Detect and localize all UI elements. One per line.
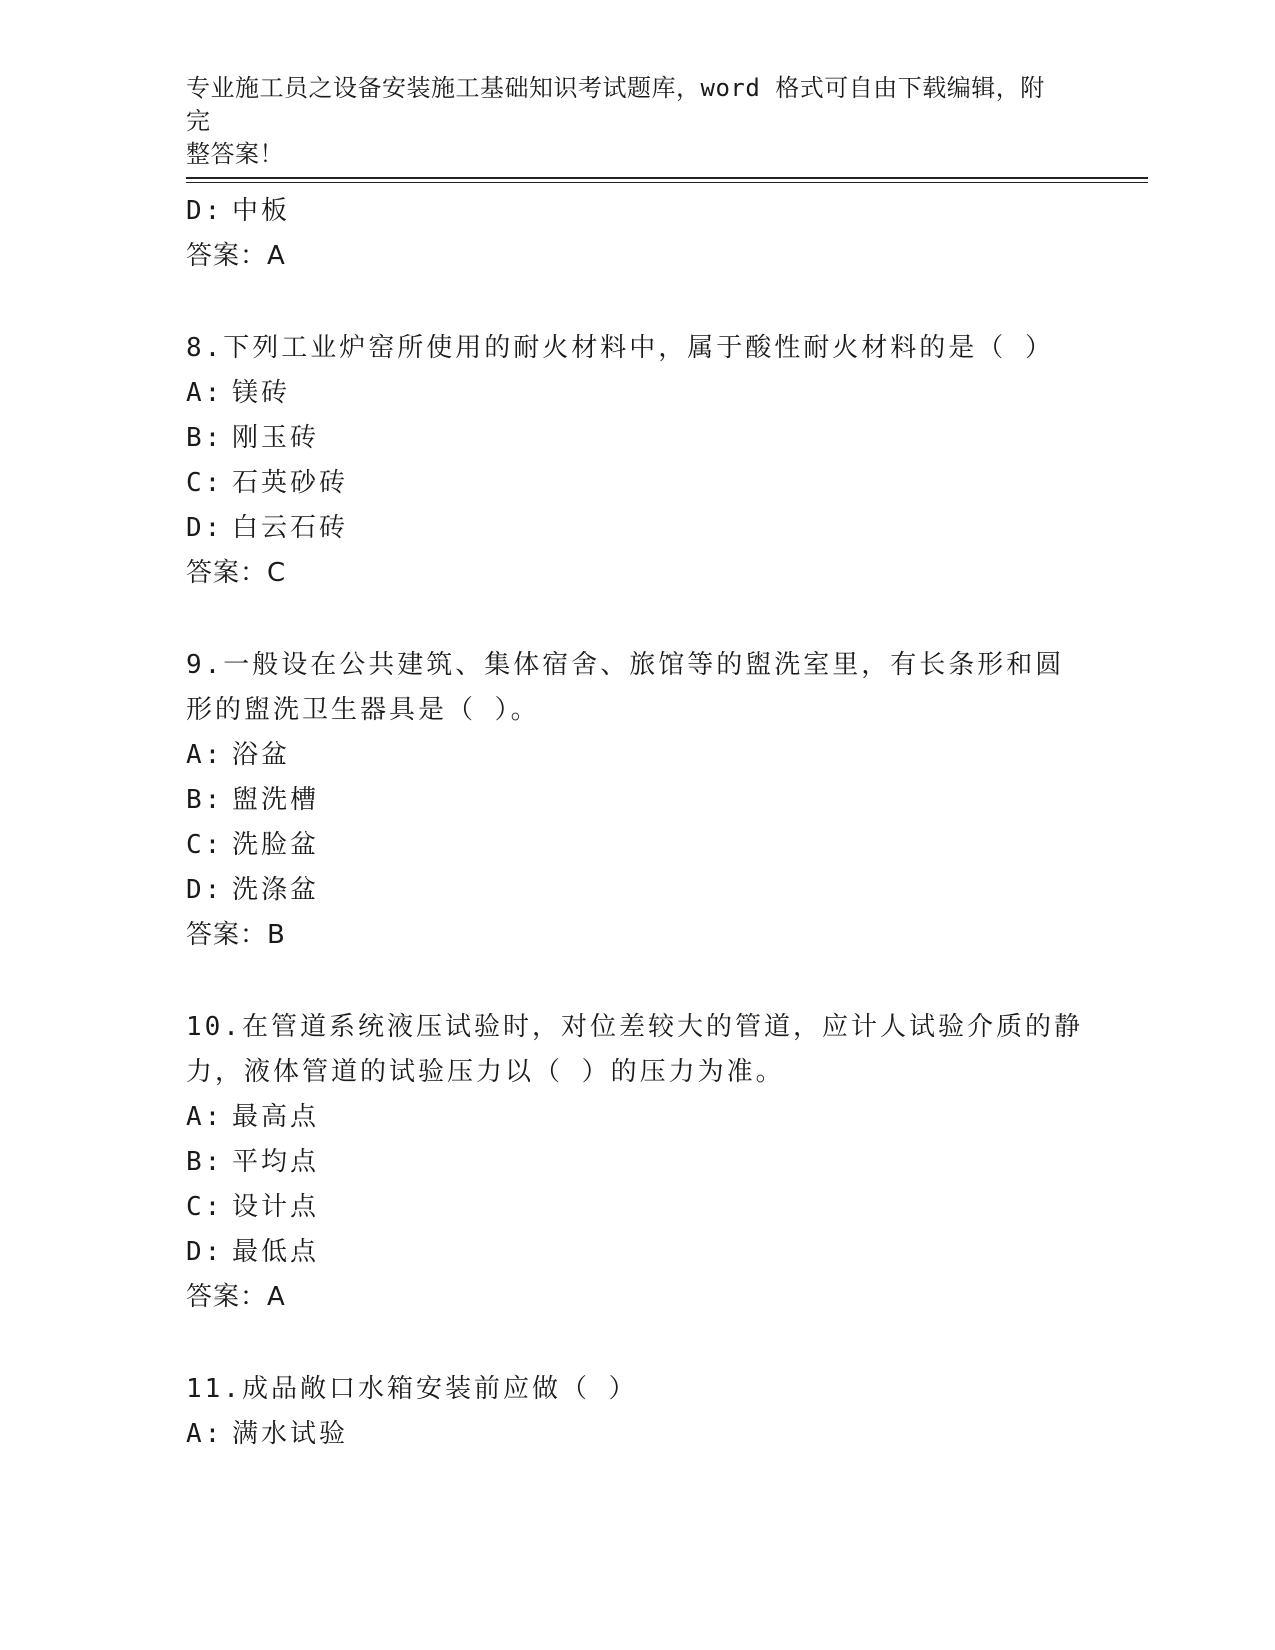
header-divider-thick bbox=[186, 177, 1148, 179]
option-text: 盥洗槽 bbox=[232, 785, 320, 815]
option-b bbox=[186, 416, 1086, 461]
question-list bbox=[186, 189, 1086, 1457]
option-label: C: bbox=[186, 468, 224, 498]
option-label: B: bbox=[186, 1147, 224, 1177]
option-text: 设计点 bbox=[232, 1192, 320, 1222]
option-text: 最高点 bbox=[232, 1102, 320, 1132]
option-text: 刚玉砖 bbox=[232, 423, 320, 453]
option-label: A: bbox=[186, 1419, 224, 1449]
option-b bbox=[186, 778, 1086, 823]
header-divider-thin bbox=[186, 182, 1148, 183]
option-label: D: bbox=[186, 1237, 224, 1267]
header-line-2: 整答案！ bbox=[186, 140, 284, 168]
option-label: D: bbox=[186, 196, 224, 226]
option-c bbox=[186, 461, 1086, 506]
option-c bbox=[186, 1185, 1086, 1230]
option-label: C: bbox=[186, 1192, 224, 1222]
option-label: A: bbox=[186, 1102, 224, 1132]
option-d bbox=[186, 189, 1086, 234]
option-text: 石英砂砖 bbox=[232, 468, 349, 498]
question-10 bbox=[186, 1005, 1086, 1320]
question-text: 11.成品敞口水箱安装前应做（ ） bbox=[186, 1374, 638, 1404]
option-a bbox=[186, 371, 1086, 416]
question-text-line-2: 形的盥洗卫生器具是（ ）。 bbox=[186, 695, 540, 725]
answer-line: 答案：A bbox=[186, 1282, 286, 1312]
option-text: 洗涤盆 bbox=[232, 875, 320, 905]
question-11 bbox=[186, 1367, 1086, 1457]
option-label: B: bbox=[186, 785, 224, 815]
option-d bbox=[186, 506, 1086, 551]
question-text-line-1: 10.在管道系统液压试验时，对位差较大的管道，应计人试验介质的静 bbox=[186, 1012, 1083, 1042]
option-text: 平均点 bbox=[232, 1147, 320, 1177]
option-a bbox=[186, 1412, 1086, 1457]
option-label: C: bbox=[186, 830, 224, 860]
question-8 bbox=[186, 326, 1086, 596]
question-text-line-1: 9.一般设在公共建筑、集体宿舍、旅馆等的盥洗室里，有长条形和圆 bbox=[186, 650, 1065, 680]
question-text: 8.下列工业炉窑所使用的耐火材料中，属于酸性耐火材料的是（ ） bbox=[186, 333, 1054, 363]
option-label: A: bbox=[186, 378, 224, 408]
option-text: 白云石砖 bbox=[232, 513, 349, 543]
question-text-line-2: 力，液体管道的试验压力以（ ）的压力为准。 bbox=[186, 1057, 785, 1087]
option-label: A: bbox=[186, 740, 224, 770]
document-header bbox=[186, 72, 1066, 171]
option-c bbox=[186, 823, 1086, 868]
option-text: 镁砖 bbox=[232, 378, 291, 408]
option-a bbox=[186, 733, 1086, 778]
answer-line: 答案：B bbox=[186, 920, 286, 950]
option-text: 满水试验 bbox=[232, 1419, 349, 1449]
option-label: B: bbox=[186, 423, 224, 453]
option-text: 洗脸盆 bbox=[232, 830, 320, 860]
question-9 bbox=[186, 643, 1086, 958]
header-line-1: 专业施工员之设备安装施工基础知识考试题库，word 格式可自由下载编辑，附完 bbox=[186, 74, 1045, 135]
option-text: 浴盆 bbox=[232, 740, 291, 770]
option-label: D: bbox=[186, 875, 224, 905]
option-label: D: bbox=[186, 513, 224, 543]
answer-line: 答案：A bbox=[186, 241, 286, 271]
option-b bbox=[186, 1140, 1086, 1185]
option-text: 中板 bbox=[232, 196, 291, 226]
option-d bbox=[186, 1230, 1086, 1275]
option-a bbox=[186, 1095, 1086, 1140]
answer-line: 答案：C bbox=[186, 558, 287, 588]
option-text: 最低点 bbox=[232, 1237, 320, 1267]
option-d bbox=[186, 868, 1086, 913]
